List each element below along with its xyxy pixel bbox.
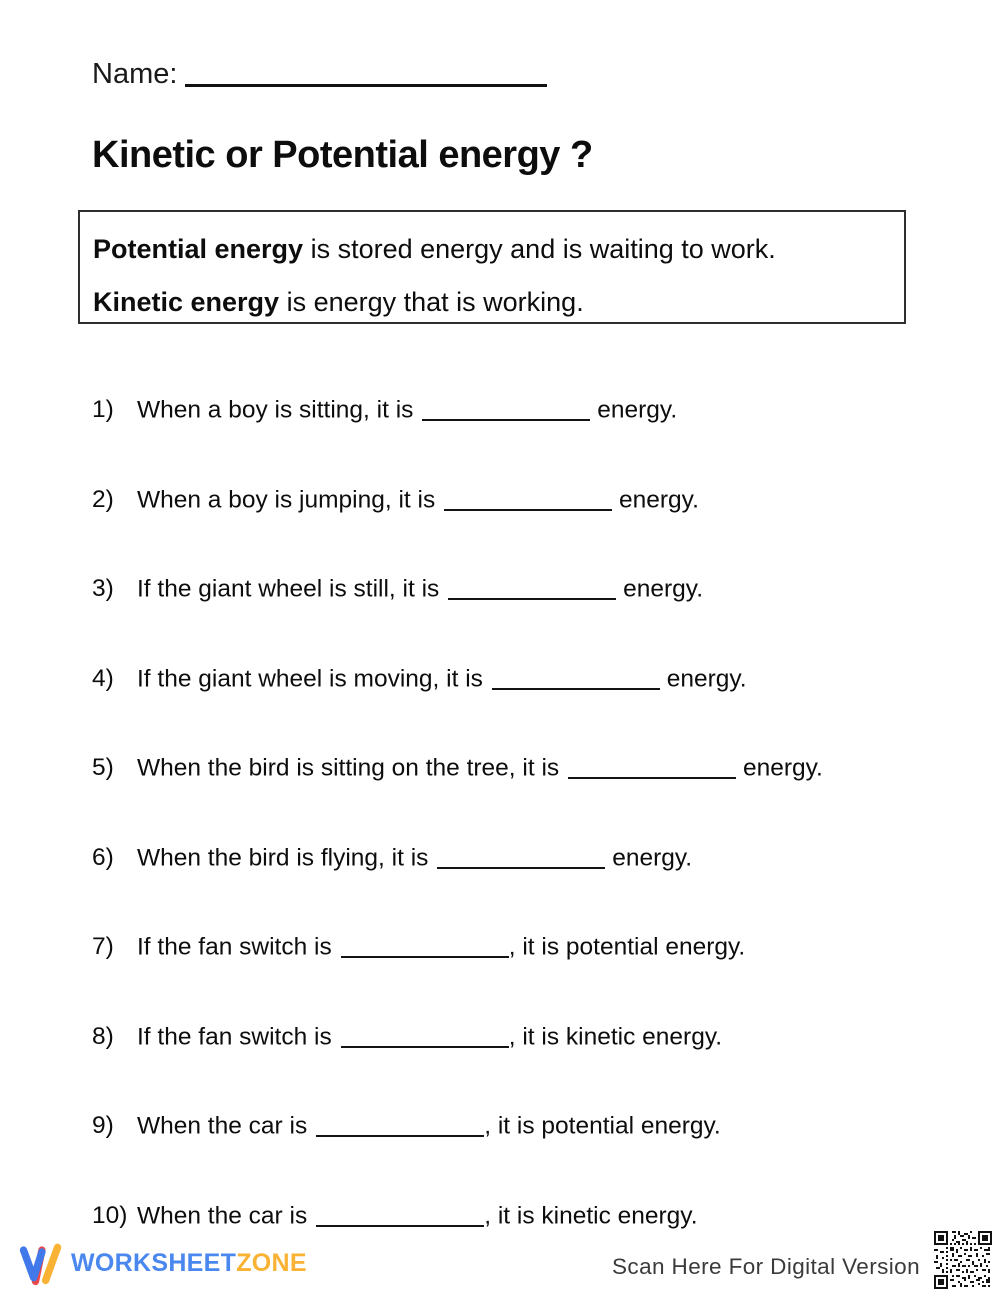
question-text-pre: When a boy is jumping, it is xyxy=(137,486,436,514)
page-title: Kinetic or Potential energy ? xyxy=(92,134,593,176)
question-number: 5) xyxy=(92,754,114,782)
question-row-3 xyxy=(92,573,960,604)
question-number: 8) xyxy=(92,1023,114,1051)
question-text-post: energy. xyxy=(616,575,704,603)
question-text-pre: When the car is xyxy=(137,1202,308,1230)
potential-energy-term: Potential energy xyxy=(93,234,304,264)
worksheet-zone-logo xyxy=(18,1240,307,1286)
definition-box xyxy=(78,210,906,324)
question-row-8 xyxy=(92,1021,960,1052)
definition-line-potential xyxy=(93,223,894,276)
question-text-pre: When a boy is sitting, it is xyxy=(137,396,414,424)
question-number: 7) xyxy=(92,933,114,961)
answer-blank-6[interactable] xyxy=(437,846,605,869)
question-row-2 xyxy=(92,484,960,515)
question-row-4 xyxy=(92,663,960,694)
question-number: 2) xyxy=(92,486,114,514)
answer-blank-7[interactable] xyxy=(341,935,509,958)
question-row-5 xyxy=(92,752,960,783)
scan-here-text: Scan Here For Digital Version xyxy=(612,1254,920,1279)
definition-line-kinetic xyxy=(93,276,894,329)
answer-blank-1[interactable] xyxy=(422,398,590,421)
question-text-post: energy. xyxy=(736,754,823,782)
answer-blank-4[interactable] xyxy=(492,667,660,690)
logo-text-zone: ZONE xyxy=(236,1248,307,1277)
name-label: Name: xyxy=(92,58,178,90)
question-text-post: , it is potential energy. xyxy=(484,1112,721,1140)
question-text-post: energy. xyxy=(590,396,678,424)
logo-text xyxy=(71,1249,307,1278)
question-number: 3) xyxy=(92,575,114,603)
question-text-post: energy. xyxy=(659,665,747,693)
question-row-9 xyxy=(92,1110,960,1141)
logo-text-worksheet: WORKSHEET xyxy=(71,1248,237,1277)
name-blank-line[interactable] xyxy=(185,58,547,87)
question-text-pre: If the fan switch is xyxy=(137,933,332,961)
question-row-6 xyxy=(92,842,960,873)
worksheet-zone-w-icon xyxy=(18,1240,64,1286)
qr-code xyxy=(934,1231,992,1289)
question-text-pre: When the bird is sitting on the tree, it is xyxy=(137,754,560,782)
name-row xyxy=(92,54,547,91)
answer-blank-5[interactable] xyxy=(568,756,736,779)
answer-blank-3[interactable] xyxy=(448,577,616,600)
question-number: 4) xyxy=(92,665,114,693)
question-text-pre: If the giant wheel is moving, it is xyxy=(137,665,483,693)
question-row-10 xyxy=(92,1200,960,1231)
question-text-pre: When the bird is flying, it is xyxy=(137,844,429,872)
question-number: 6) xyxy=(92,844,114,872)
question-text-pre: If the giant wheel is still, it is xyxy=(137,575,440,603)
question-text-post: energy. xyxy=(605,844,693,872)
question-row-7 xyxy=(92,931,960,962)
potential-energy-definition: is stored energy and is waiting to work. xyxy=(303,234,776,264)
question-text-post: , it is kinetic energy. xyxy=(484,1202,698,1230)
answer-blank-2[interactable] xyxy=(444,488,612,511)
question-row-1 xyxy=(92,394,960,425)
answer-blank-10[interactable] xyxy=(316,1204,484,1227)
question-text-pre: When the car is xyxy=(137,1112,308,1140)
question-number: 1) xyxy=(92,396,114,424)
question-text-post: , it is kinetic energy. xyxy=(508,1023,723,1051)
kinetic-energy-term: Kinetic energy xyxy=(93,287,280,317)
question-number: 10) xyxy=(92,1202,128,1230)
question-text-pre: If the fan switch is xyxy=(137,1023,332,1051)
question-number: 9) xyxy=(92,1112,114,1140)
question-text-post: , it is potential energy. xyxy=(508,933,746,961)
question-text-post: energy. xyxy=(612,486,699,514)
answer-blank-8[interactable] xyxy=(341,1025,509,1048)
answer-blank-9[interactable] xyxy=(316,1114,484,1137)
kinetic-energy-definition: is energy that is working. xyxy=(279,287,584,317)
